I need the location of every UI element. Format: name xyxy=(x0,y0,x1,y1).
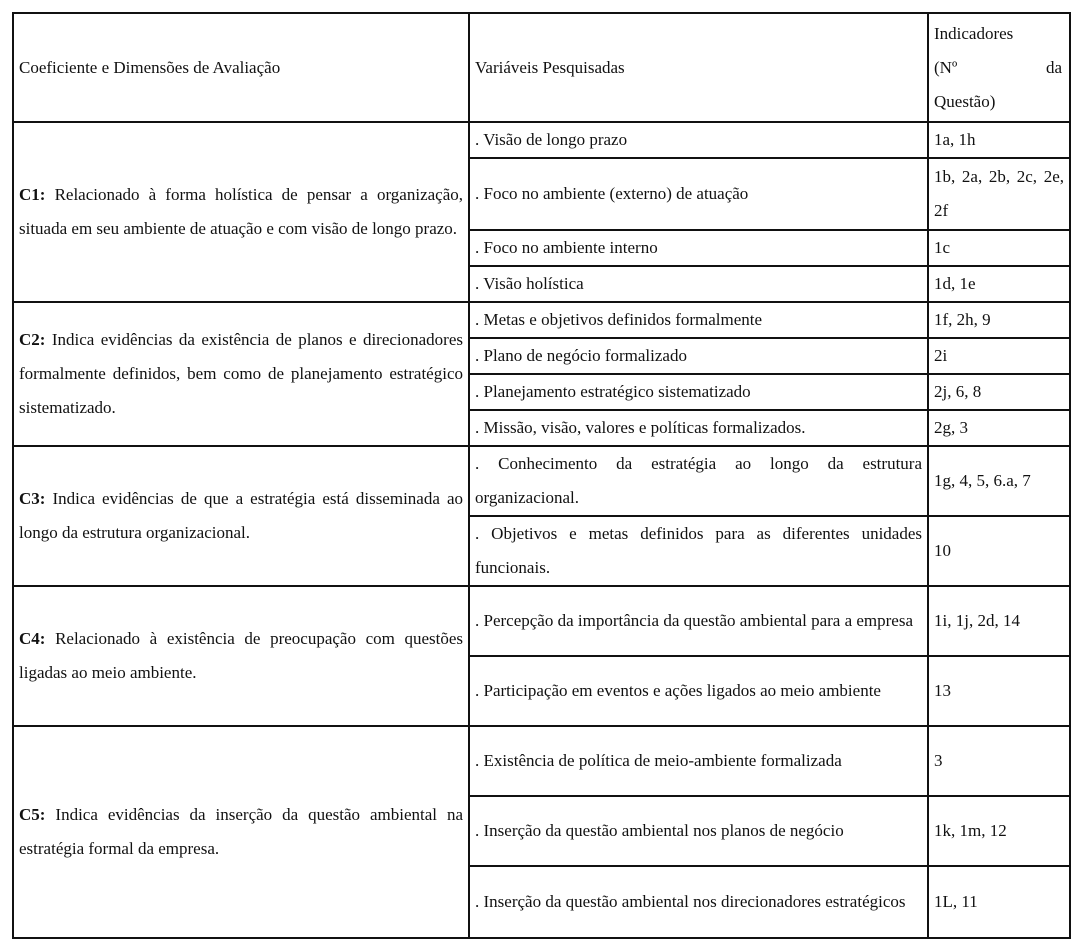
dimension-code: C5: xyxy=(19,805,46,824)
dimension-description: Indica evidências da inserção da questão ambiental na estratégia formal da empresa. xyxy=(19,805,464,858)
indicators-cell: 1a, 1h xyxy=(928,122,1070,158)
variable-cell: . Foco no ambiente (externo) de atuação xyxy=(469,158,928,230)
indicators-cell: 1b, 2a, 2b, 2c, 2e, 2f xyxy=(928,158,1070,230)
indicators-cell: 1f, 2h, 9 xyxy=(928,302,1070,338)
variable-cell: . Planejamento estratégico sistematizado xyxy=(469,374,928,410)
variable-cell: . Visão holística xyxy=(469,266,928,302)
indicators-cell: 2i xyxy=(928,338,1070,374)
indicators-cell: 1L, 11 xyxy=(928,866,1070,938)
dimension-code: C1: xyxy=(19,185,46,204)
table-row xyxy=(13,726,1070,796)
dimension-description: Relacionado à existência de preocupação com questões ligadas ao meio ambiente. xyxy=(19,629,464,682)
header-variables: Variáveis Pesquisadas xyxy=(469,13,928,122)
dimension-description: Indica evidências da existência de planos e direcionadores formalmente definidos, bem como de planejamento estratégico sistematizado. xyxy=(19,330,464,417)
dimension-description: Relacionado à forma holística de pensar a organização, situada em seu ambiente de atuação e com visão de longo prazo. xyxy=(19,185,464,238)
variable-cell: . Participação em eventos e ações ligados ao meio ambiente xyxy=(469,656,928,726)
indicators-cell: 3 xyxy=(928,726,1070,796)
dimension-code: C3: xyxy=(19,489,46,508)
indicators-cell: 1k, 1m, 12 xyxy=(928,796,1070,866)
variable-cell: . Metas e objetivos definidos formalmente xyxy=(469,302,928,338)
variable-cell: . Existência de política de meio-ambiente formalizada xyxy=(469,726,928,796)
indicators-cell: 10 xyxy=(928,516,1070,586)
indicators-cell: 2j, 6, 8 xyxy=(928,374,1070,410)
dimension-cell xyxy=(13,446,469,586)
variable-cell: . Plano de negócio formalizado xyxy=(469,338,928,374)
dimension-code: C4: xyxy=(19,629,46,648)
variable-cell: . Inserção da questão ambiental nos planos de negócio xyxy=(469,796,928,866)
dimension-code: C2: xyxy=(19,330,46,349)
header-row xyxy=(13,13,1070,122)
dimension-cell xyxy=(13,726,469,938)
evaluation-table xyxy=(12,12,1071,939)
header-dimensions: Coeficiente e Dimensões de Avaliação xyxy=(13,13,469,122)
header-indicators-line: Indicadores xyxy=(934,23,1014,43)
variable-cell: . Foco no ambiente interno xyxy=(469,230,928,266)
indicators-cell: 2g, 3 xyxy=(928,410,1070,446)
indicators-cell: 13 xyxy=(928,656,1070,726)
indicators-cell: 1c xyxy=(928,230,1070,266)
variable-cell: . Inserção da questão ambiental nos direcionadores estratégicos xyxy=(469,866,928,938)
variable-cell: . Missão, visão, valores e políticas formalizados. xyxy=(469,410,928,446)
header-indicators-line: (Nº da xyxy=(934,57,1062,77)
header-indicators-line: Questão) xyxy=(934,91,996,111)
variable-cell: . Conhecimento da estratégia ao longo da estrutura organizacional. xyxy=(469,446,928,516)
table-row xyxy=(13,122,1070,158)
header-indicators xyxy=(928,13,1070,122)
indicators-cell: 1d, 1e xyxy=(928,266,1070,302)
table-row xyxy=(13,302,1070,338)
variable-cell: . Percepção da importância da questão ambiental para a empresa xyxy=(469,586,928,656)
indicators-cell: 1g, 4, 5, 6.a, 7 xyxy=(928,446,1070,516)
table-row xyxy=(13,586,1070,656)
dimension-cell xyxy=(13,122,469,302)
table-row xyxy=(13,446,1070,516)
dimension-cell xyxy=(13,586,469,726)
variable-cell: . Visão de longo prazo xyxy=(469,122,928,158)
dimension-cell xyxy=(13,302,469,446)
variable-cell: . Objetivos e metas definidos para as diferentes unidades funcionais. xyxy=(469,516,928,586)
dimension-description: Indica evidências de que a estratégia está disseminada ao longo da estrutura organizacional. xyxy=(19,489,463,542)
indicators-cell: 1i, 1j, 2d, 14 xyxy=(928,586,1070,656)
